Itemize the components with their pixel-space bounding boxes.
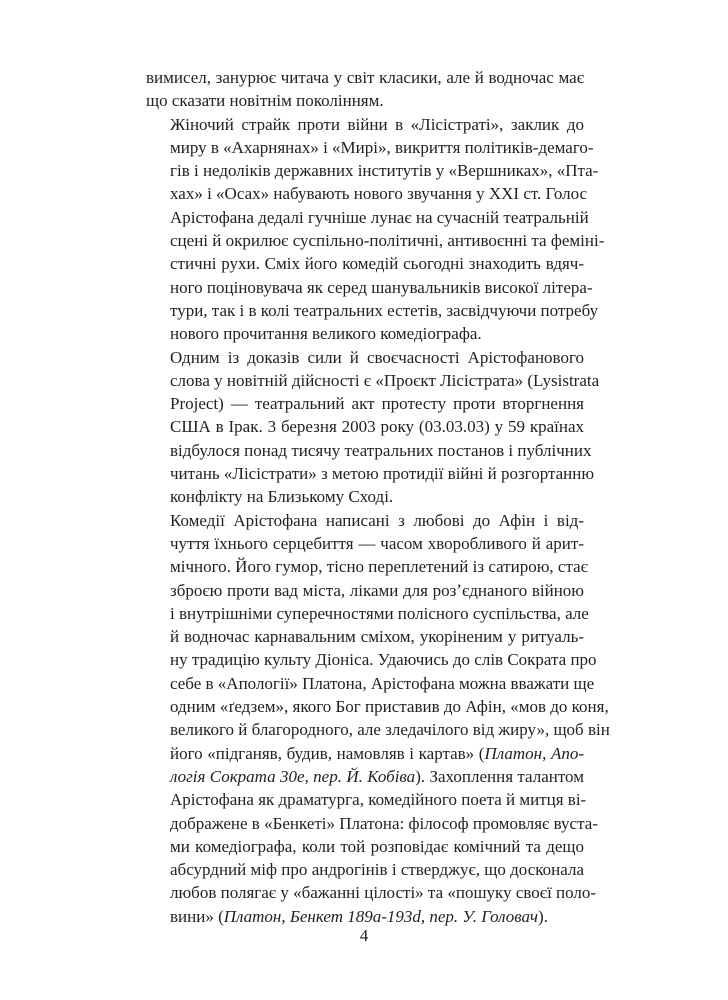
text-segment: себе в «Апології» Платона, Арістофана можна вважати ще [170,673,595,693]
text-line [146,252,584,275]
text-segment: тури, так і в колі театральних естетів, засвідчуючи потребу [170,300,599,320]
page-body [146,66,610,928]
text-segment: ну традицію культу Діоніса. Удаючись до слів Сократа про [170,650,597,670]
text-line [146,206,589,229]
text-segment: гів і недоліків державних інститутів у «Вершниках», «Пта- [170,161,599,181]
text-segment: і внутрішніми суперечностями полісного суспільства, але [170,603,589,623]
text-line [146,299,599,322]
text-segment: Комедії Арістофана написані з любові до Афін і від- [170,510,584,530]
text-line [146,555,588,578]
text-line [146,276,593,299]
text-line [146,672,595,695]
paragraph [146,113,605,346]
text-line [146,136,594,159]
text-line [146,765,584,788]
text-segment: що сказати новітнім поколінням. [146,91,384,111]
text-line [146,89,584,112]
text-segment: читань «Лісістрати» з метою протидії війні й розгортанню [170,464,595,484]
text-line [146,648,597,671]
text-line [146,113,584,136]
text-segment: стичні рухи. Сміх його комедій сьогодні знаходить вдяч- [170,254,584,274]
text-line [146,462,595,485]
text-segment: конфлікту на Близькому Сході. [170,487,394,507]
text-line [146,509,584,532]
text-segment: ). Захоплення талантом [415,766,584,786]
text-segment: нового прочитання великого комедіографа. [170,324,482,344]
text-segment: хах» і «Осах» набувають нового звучання у XXI ст. Голос [170,184,588,204]
text-segment: США в Ірак. 3 березня 2003 року (03.03.03) у 59 країнах [170,417,584,437]
text-segment: великого й благородного, але зледачілого від жиру», щоб він [170,720,610,740]
text-line [146,718,610,741]
text-line [146,392,584,415]
text-line [146,346,584,369]
text-segment: миру в «Ахарнянах» і «Мирі», викриття політиків-демаго- [170,137,594,157]
text-line [146,602,589,625]
italic-citation: Платон, Апо- [484,743,585,763]
text-segment: Жіночий страйк проти війни в «Лісістраті», заклик до [170,114,584,134]
text-segment: його «підганяв, будив, намовляв і картав» ( [170,743,485,763]
text-segment: вимисел, занурює читача у світ класики, але й водночас має [146,68,584,87]
paragraph [146,346,600,509]
text-segment: Арістофана як драматурга, комедійного поета й митця ві- [170,790,587,810]
text-line [146,66,584,89]
text-segment: Арістофана дедалі гучніше лунає на сучасній театральній [170,207,589,227]
text-segment: сцені й окрилює суспільно-політичні, антивоєнні та феміні- [170,231,605,251]
text-segment: зброєю проти вад міста, ліками для розʼєднаного війною [170,580,584,600]
text-line [146,182,588,205]
text-line [146,881,597,904]
text-segment: вини» ( [170,906,224,926]
text-line [146,858,584,881]
text-line [146,415,584,438]
text-line [146,439,592,462]
text-line [146,835,584,858]
paragraph [146,66,584,113]
text-segment: ми комедіографа, коли той розповідає комічний та дещо [170,836,584,856]
text-line [146,369,600,392]
text-line [146,695,609,718]
text-segment: чуття їхнього серцебиття — часом хворобливого й арит- [170,533,584,553]
text-segment: ного поціновувача як серед шанувальників високої літера- [170,277,593,297]
text-segment: Project) — театральний акт протесту проти вторгнення [170,394,584,414]
text-line [146,742,584,765]
text-segment: абсурдний міф про андрогінів і стверджує, що досконала [170,860,584,880]
text-line [146,322,584,345]
text-line [146,579,584,602]
text-line [146,159,599,182]
text-segment: дображене в «Бенкеті» Платона: філософ промовляє вуста- [170,813,598,833]
text-segment: любов полягає у «бажанні цілості» та «пошуку своєї поло- [170,883,597,903]
text-segment: одним «ґедзем», якого Бог приставив до Афін, «мов до коня, [170,697,609,717]
text-line [146,905,584,928]
text-line [146,812,598,835]
paragraph [146,509,610,928]
text-segment: мічного. Його гумор, тісно переплетений із сатирою, стає [170,557,588,577]
text-segment: й водночас карнавальним сміхом, укоріненим у ритуаль- [170,627,584,647]
text-line [146,788,587,811]
page-number: 4 [359,926,369,945]
text-line [146,532,584,555]
italic-citation: логія Сократа 30е, пер. Й. Кобіва [170,766,416,786]
text-line [146,229,605,252]
text-segment: Одним із доказів сили й своєчасності Арістофанового [170,347,584,367]
text-segment: слова у новітній дійсності є «Проєкт Лісістрата» (Lysistrata [170,370,600,390]
italic-citation: Платон, Бенкет 189а-193d, пер. У. Головач [223,906,538,926]
text-line [146,485,584,508]
text-segment: відбулося понад тисячу театральних постанов і публічних [170,440,592,460]
text-line [146,625,584,648]
text-segment: ). [537,906,548,926]
